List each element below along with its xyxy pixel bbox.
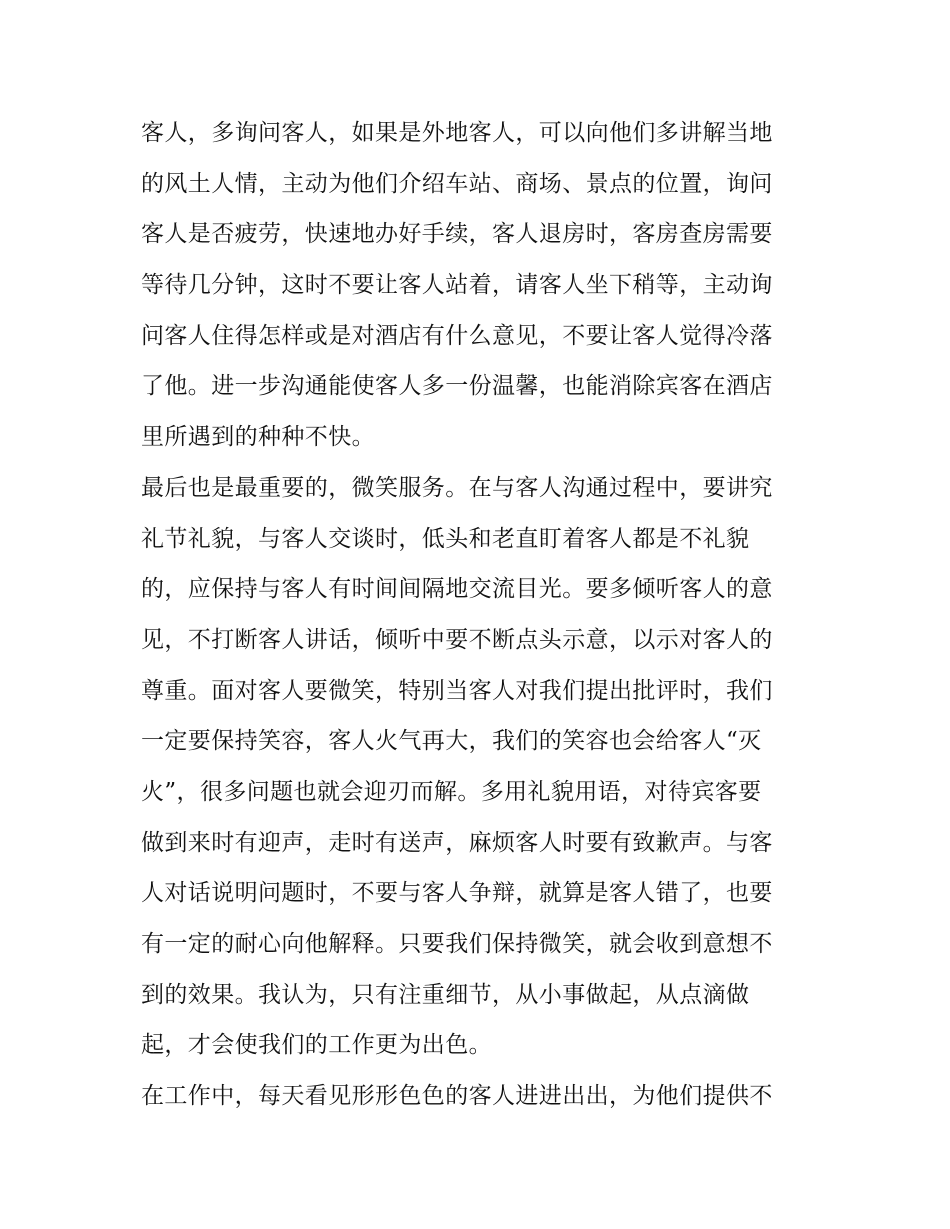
text-line: 客人是否疲劳，快速地办好手续，客人退房时，客房查房需要 xyxy=(141,221,773,248)
text-line: 到的效果。我认为，只有注重细节，从小事做起，从点滴做 xyxy=(141,981,750,1008)
text-line: 的，应保持与客人有时间间隔地交流目光。要多倾听客人的意 xyxy=(141,576,773,603)
paragraph-2 xyxy=(141,463,821,1071)
text-line: 的风土人情，主动为他们介绍车站、商场、景点的位置，询问 xyxy=(141,170,773,197)
document-body xyxy=(141,108,821,1122)
text-line: 礼节礼貌，与客人交谈时，低头和老直盯着客人都是不礼貌 xyxy=(141,525,750,552)
text-line: 做到来时有迎声，走时有送声，麻烦客人时要有致歉声。与客 xyxy=(141,829,773,856)
text-line: 起，才会使我们的工作更为出色。 xyxy=(141,1032,492,1059)
text-line: 等待几分钟，这时不要让客人站着，请客人坐下稍等，主动询 xyxy=(141,272,773,299)
text-line: 在工作中，每天看见形形色色的客人进进出出，为他们提供不 xyxy=(141,1083,773,1110)
text-line: 火”，很多问题也就会迎刃而解。多用礼貌用语，对待宾客要 xyxy=(141,778,762,805)
text-line: 尊重。面对客人要微笑，特别当客人对我们提出批评时，我们 xyxy=(141,677,773,704)
paragraph-3 xyxy=(141,1071,821,1122)
text-line: 见，不打断客人讲话，倾听中要不断点头示意，以示对客人的 xyxy=(141,626,773,653)
text-line: 问客人住得怎样或是对酒店有什么意见，不要让客人觉得冷落 xyxy=(141,322,773,349)
paragraph-1 xyxy=(141,108,821,463)
text-line: 里所遇到的种种不快。 xyxy=(141,424,375,451)
text-line: 有一定的耐心向他解释。只要我们保持微笑，就会收到意想不 xyxy=(141,931,773,957)
text-line: 客人，多询问客人，如果是外地客人，可以向他们多讲解当地 xyxy=(141,120,773,146)
text-line: 一定要保持笑容，客人火气再大，我们的笑容也会给客人“灭 xyxy=(141,728,762,755)
text-line: 最后也是最重要的，微笑服务。在与客人沟通过程中，要讲究 xyxy=(141,474,773,501)
text-line: 了他。进一步沟通能使客人多一份温馨，也能消除宾客在酒店 xyxy=(141,373,773,400)
text-line: 人对话说明问题时，不要与客人争辩，就算是客人错了，也要 xyxy=(141,880,773,907)
